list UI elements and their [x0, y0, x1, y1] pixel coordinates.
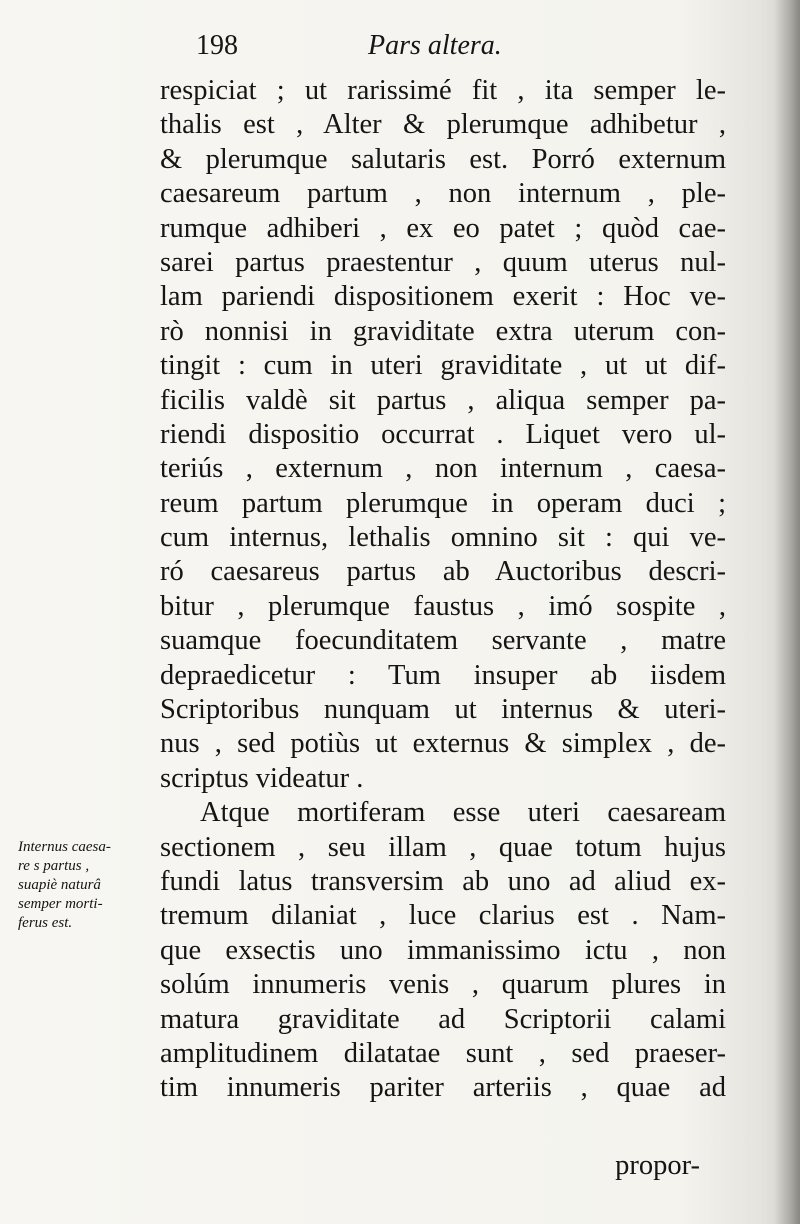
text-line: tim innumeris pariter arteriis , quae ad: [160, 1072, 726, 1104]
text-line: Scriptoribus nunquam ut internus & uteri-: [160, 694, 726, 726]
text-line: thalis est , Alter & plerumque adhibetur ,: [160, 109, 726, 141]
text-line: fundi latus transversim ab uno ad aliud ex-: [160, 865, 726, 897]
text-line: tremum dilaniat , luce clarius est . Nam-: [160, 900, 726, 932]
marginal-note-line: Internus caesa-: [18, 839, 111, 855]
marginal-note-line: semper morti-: [18, 896, 103, 912]
marginal-note: [18, 838, 158, 933]
text-line: riendi dispositio occurrat . Liquet vero ul-: [160, 418, 726, 450]
text-line: nus , sed potiùs ut externus & simplex , de-: [160, 728, 726, 760]
page-number: 198: [196, 30, 238, 61]
text-line: scriptus videatur .: [160, 762, 364, 794]
marginal-note-line: suapiè naturâ: [18, 877, 101, 893]
text-line: depraedicetur : Tum insuper ab iisdem: [160, 659, 726, 691]
text-line: Atque mortiferam esse uteri caesaream: [200, 797, 726, 829]
text-line: ficilis valdè sit partus , aliqua semper pa-: [160, 384, 726, 416]
text-line: matura graviditate ad Scriptorii calami: [160, 1003, 726, 1035]
text-line: suamque foecunditatem servante , matre: [160, 625, 726, 657]
text-line: amplitudinem dilatatae sunt , sed praeser-: [160, 1037, 726, 1069]
text-line: cum internus, lethalis omnino sit : qui ve-: [160, 522, 726, 554]
marginal-note-line: ferus est.: [18, 915, 73, 931]
marginal-note-line: re s partus ,: [18, 858, 90, 874]
page-edge-shadow: [774, 0, 800, 1224]
running-head: Pars altera.: [368, 30, 502, 61]
body-text: [160, 74, 726, 1106]
page-header: [196, 26, 526, 66]
text-line: sarei partus praestentur , quum uterus nul-: [160, 246, 726, 278]
text-line: caesareum partum , non internum , ple-: [160, 178, 726, 210]
text-line: respiciat ; ut rarissimé fit , ita semper le-: [160, 75, 726, 106]
text-line: ró caesareus partus ab Auctoribus descri-: [160, 556, 726, 588]
text-line: solúm innumeris venis , quarum plures in: [160, 969, 726, 1001]
text-line: sectionem , seu illam , quae totum hujus: [160, 831, 726, 863]
text-line: bitur , plerumque faustus , imó sospite ,: [160, 590, 726, 622]
text-line: tingit : cum in uteri graviditate , ut ut dif-: [160, 350, 726, 382]
catchword: propor-: [615, 1150, 700, 1181]
text-line: lam pariendi dispositionem exerit : Hoc ve-: [160, 281, 726, 313]
text-line: rumque adhiberi , ex eo patet ; quòd cae-: [160, 212, 726, 244]
text-line: reum partum plerumque in operam duci ;: [160, 487, 726, 519]
text-line: teriús , externum , non internum , caesa-: [160, 453, 726, 485]
text-line: & plerumque salutaris est. Porró externum: [160, 143, 726, 175]
text-line: que exsectis uno immanissimo ictu , non: [160, 934, 726, 966]
text-line: rò nonnisi in graviditate extra uterum con-: [160, 315, 726, 347]
